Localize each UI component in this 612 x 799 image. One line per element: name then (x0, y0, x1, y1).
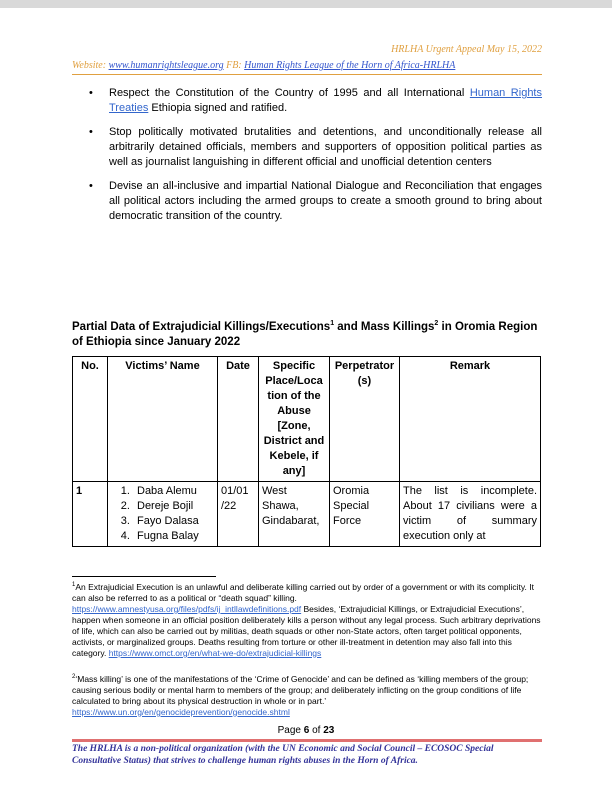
fb-label: FB: (226, 60, 242, 71)
bullet-icon: • (89, 87, 93, 99)
cell-place: West Shawa, Gindabarat, (259, 482, 330, 547)
cell-perpetrator: Oromia Special Force (330, 482, 400, 547)
header-links (72, 60, 455, 71)
footnote-2: $^2$‘Mass killing’ is one of the manifestations of the ‘Crime of Genocide’ and can be defined as ‘killing members of the group; causing serious bodily or mental harm to members of the group; and deliberately inflicting on the group conditions of life calculated to bring about its physical destruction in whole or in part.’ https://www.un.org/en/genocideprevention/genocide.shtml (72, 673, 529, 717)
demands-list (82, 86, 542, 233)
table-row (73, 482, 541, 547)
demand-item (82, 86, 542, 116)
website-label: Website: (72, 60, 107, 71)
col-header-date: Date (218, 357, 259, 482)
victim-name: 2. Dereje Bojil (133, 499, 214, 514)
cell-remark: The list is incomplete. About 17 civilians were a victim of summary execution only at (400, 482, 541, 547)
omct-link[interactable]: https://www.omct.org/en/what-we-do/extrajudicial-killings (108, 647, 322, 658)
demand-text: Respect the Constitution of the Country of 1995 and all International (109, 87, 470, 99)
victim-name: 1. Daba Alemu (133, 484, 214, 499)
human-rights-treaties-link[interactable]: Human Rights Treaties (109, 87, 542, 114)
viewer-top-bar (0, 0, 612, 8)
demand-item (82, 125, 542, 170)
demand-item (82, 179, 542, 224)
bullet-icon: • (89, 180, 93, 192)
bullet-icon: • (89, 126, 93, 138)
cell-no: 1 (73, 482, 108, 547)
victims-list (111, 484, 214, 544)
footer-divider (72, 739, 542, 742)
victim-name: 3. Fayo Dalasa (133, 514, 214, 529)
footer-statement: The HRLHA is a non-political organization (with the UN Economic and Social Council – ECOSOC Special Consultative Status) that strives to challenge human rights abuses in the Horn of Africa. (72, 744, 494, 766)
demand-text: Stop politically motivated brutalities and detentions, and unconditionally release all arbitrarily detained officials, members and supporters of opposition political parties as well as journalist languishing in different official and unofficial detention centers (109, 126, 542, 168)
table-title: Partial Data of Extrajudicial Killings/Executions$^1$ and Mass Killings$^2$ in Oromia Region of Ethiopia since January 2022 (72, 320, 538, 348)
amnesty-link[interactable]: https://www.amnestyusa.org/files/pdfs/ij_intllawdefinitions.pdf (72, 603, 302, 614)
col-header-remark: Remark (400, 357, 541, 482)
victim-name: 4. Fugna Balay (133, 529, 214, 544)
cell-victims (108, 482, 218, 547)
col-header-no: No. (73, 357, 108, 482)
killings-table (72, 356, 541, 547)
col-header-perpetrator: Perpetrator (s) (330, 357, 400, 482)
un-genocide-link[interactable]: https://www.un.org/en/genocideprevention/genocide.shtml (72, 706, 290, 717)
header-divider (72, 74, 542, 75)
demand-text-end: Ethiopia signed and ratified. (148, 102, 288, 114)
website-link[interactable]: www.humanrightsleague.org (108, 60, 224, 71)
header-appeal-title: HRLHA Urgent Appeal May 15, 2022 (391, 44, 542, 55)
footnote-separator (72, 576, 216, 577)
footnote-ref-2: 2 (434, 320, 439, 327)
cell-date: 01/01 /22 (218, 482, 259, 547)
facebook-link[interactable]: Human Rights League of the Horn of Africa-HRLHA (244, 60, 456, 71)
footnote-1: $^1$An Extrajudicial Execution is an unlawful and deliberate killing carried out by order of a government or with its complicity. It can also be referred to as a political or “death squad” killing. https://www.amnestyusa.org/files/pdfs/ij_intllawdefinitions.pdf Besides, ‘Extrajudicial Killings, or Extrajudicial Executions’, happen when someone in an official position deliberately kills a person without any legal process. Such arbitrary deprivations of life, which can also be carried out by militias, death squads or other non-State actors, often target political opponents, activists, or marginalized groups. Deaths resulting from torture or other ill-treatment in detention may also fall into this category. https://www.omct.org/en/what-we-do/extrajudicial-killings (72, 581, 541, 658)
col-header-place: Specific Place/Loca tion of the Abuse [Zone, District and Kebele, if any] (259, 357, 330, 482)
demand-text: Devise an all-inclusive and impartial National Dialogue and Reconciliation that engages all political actors including the armed groups to create a smooth ground to bring about democratic transition of the country. (109, 180, 542, 222)
footnote-mark: 1 (72, 582, 76, 588)
footnote-mark: 2 (72, 674, 76, 680)
page-number: Page 6 of 23 (277, 725, 335, 736)
footnote-ref-1: 1 (330, 320, 335, 327)
table-header-row (73, 357, 541, 482)
col-header-victims-name: Victims’ Name (108, 357, 218, 482)
